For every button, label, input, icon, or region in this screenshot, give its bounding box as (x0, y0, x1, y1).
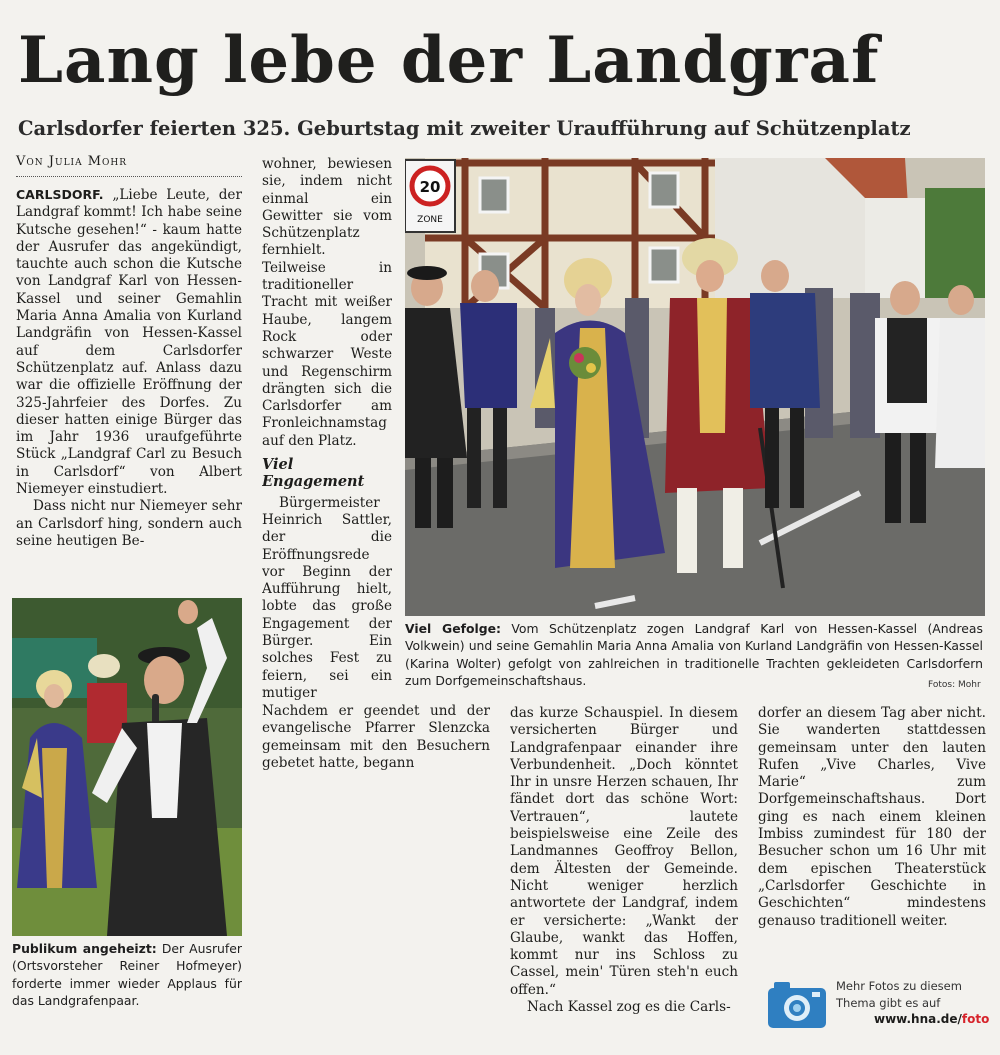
section-heading: Viel Engagement (262, 456, 365, 491)
photo-credit: Fotos: Mohr (928, 680, 981, 690)
camera-icon (766, 980, 828, 1030)
promo-text: Mehr Fotos zu diesem Thema gibt es auf (836, 979, 962, 1010)
byline: Von Julia Mohr (16, 152, 242, 177)
caption-label: Viel Gefolge: (405, 621, 501, 636)
promo-link[interactable] (874, 1012, 989, 1026)
promo-link-accent: foto (961, 1012, 990, 1026)
article-paragraph: dorfer an diesem Tag aber nicht. Sie wanderten stattdessen gemeinsam unter den lauten Rufen „Vive Charles, Vive Marie“ zum Dorfgemeinschaftshaus. Dort ging es nach einem kleinen Imbiss zumindest für 180 der Besucher schon um 16 Uhr mit dem epischen Theaterstück „Carlsdorfer Geschichte in Geschichten“ mindestens genauso traditionell weiter. (758, 705, 986, 929)
zone-sign-word: ZONE (417, 215, 443, 225)
caption-label: Publikum angeheizt: (12, 941, 157, 956)
article-column-3 (510, 705, 738, 1035)
photo-crier-image (12, 598, 242, 936)
photo-crier (12, 598, 242, 936)
article-paragraph: wohner, bewiesen sie, indem nicht einmal ein Gewitter sie vom Schützenplatz fernhielt. Teilweise in traditioneller Tracht mit weißer Haube, langem Rock oder schwarzer Weste und Regenschirm drängten sich die Carlsdorfer am Fronleichnamstag auf den Platz. (262, 156, 392, 449)
article-column-2-continued (262, 703, 490, 1033)
article-paragraph: Nachdem er geendet und der evangelische Pfarrer Slenzcka gemeinsam mit den Besuchern gebetet hatte, begann (262, 703, 490, 771)
zone-sign-number: 20 (419, 178, 441, 196)
caption-text: Vom Schützenplatz zogen Landgraf Karl von Hessen-Kassel (Andreas Volkwein) und seine Gemahlin Maria Anna Amalia von Kurland Landgräfin von Hessen-Kassel (Karina Wolter) gefolgt von zahlreichen in traditionelle Trachten gekleideten Carlsdorfern zum Dorfgemeinschaftshaus. (405, 621, 983, 688)
article-column-2 (262, 156, 392, 701)
article-column-1 (16, 186, 242, 588)
article-paragraph: das kurze Schauspiel. In diesem versicherten Bürger und Landgrafenpaar einander ihre Verbundenheit. „Doch könntet Ihr in unsre Herzen schauen, Ihr fändet dort das schöne Wort: Vertrauen“, lautete beispielsweise eine Zeile des Landmannes Geoffroy Bellon, dem Ältesten der Gemeinde. Nicht weniger herzlich antwortete der Landgraf, indem er versicherte: „Wankt der Glaube, wankt das Hoffen, kommt nur ins Schloss zu Cassel, mein' Türen steh'n euch offen.“ (510, 705, 738, 998)
article-paragraph (16, 186, 242, 498)
article-paragraph: Nach Kassel zog es die Carls- (527, 999, 731, 1016)
promo-link-main: www.hna.de/ (874, 1012, 962, 1026)
caption-text: Der Ausrufer (Ortsvorsteher Reiner Hofmeyer) forderte immer wieder Applaus für das Landgrafenpaar. (12, 941, 242, 1008)
photo-crier-caption (12, 940, 242, 1009)
headline: Lang lebe der Landgraf (18, 23, 880, 98)
photo-procession-image (405, 158, 985, 616)
subheadline: Carlsdorfer feierten 325. Geburtstag mit zweiter Uraufführung auf Schützenplatz (18, 117, 911, 140)
dateline: CARLSDORF. (16, 187, 104, 202)
article-text: „Liebe Leute, der Landgraf kommt! Ich habe seine Kutsche gesehen!“ - kaum hatte der Ausrufer das angekündigt, tauchte auch schon die Kutsche von Landgraf Karl von Hessen-Kassel und seiner Gemahlin Maria Anna Amalia von Kurland Landgräfin von Hessen-Kassel auf dem Carlsdorfer Schützenplatz auf. Anlass dazu war die offizielle Eröffnung der 325-Jahrfeier des Dorfes. Zu dieser hatten einige Bürger das im Jahr 1936 uraufgeführte Stück „Landgraf Carl zu Besuch in Carlsdorf“ von Albert Niemeyer einstudiert. (16, 187, 242, 498)
photo-procession (405, 158, 985, 616)
article-paragraph: Bürgermeister Heinrich Sattler, der die Eröffnungsrede vor Beginn der Aufführung hielt, lobte das große Engagement der Bürger. Ein solches Fest zu feiern, sei ein mutiger (262, 494, 392, 701)
article-paragraph: Dass nicht nur Niemeyer sehr an Carlsdorf hing, sondern auch seine heutigen Be- (16, 498, 242, 549)
photo-procession-caption (405, 620, 983, 689)
article-column-4 (758, 705, 986, 955)
